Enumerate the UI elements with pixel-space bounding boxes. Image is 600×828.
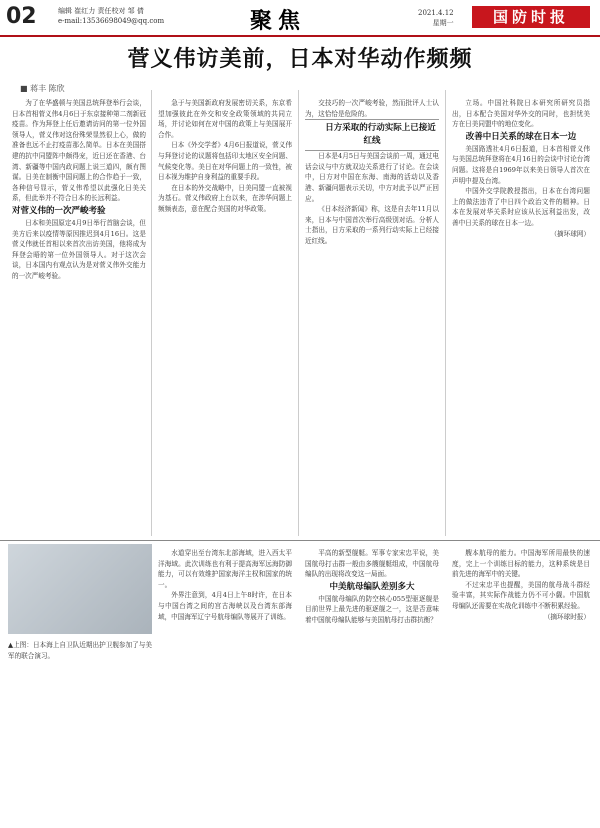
bottom-column-2 (158, 548, 292, 822)
paragraph: 艘本航母的能力。中国海军所用最快的速度，完上一个训练目标的能力，这种系统是目前先进的海军中的关键。 (452, 549, 590, 579)
paragraph: 日本是4月5日与美国会谈前一周，通过电话会议与中方就双边关系进行了讨论。在会谈中，日方对中国在东海、南海的活动以及香港、新疆问题表示关切，中方对此予以严正回应。 (305, 152, 439, 203)
article-headline: 菅义伟访美前，日本对华动作频频 (127, 47, 473, 72)
subheading: 改善中日关系的球在日本一边 (465, 131, 577, 142)
email-line: e-mail:13536698049@qq.com (58, 17, 165, 25)
paragraph: 水道穿出至台湾东北部海域，进入西太平洋海域。此次训练也有利于提高海军远海防御能力，可以有效维护国家海洋主权和国家的统一。 (158, 549, 292, 589)
editor-line: 编辑 崔红力 责任校对 邹 倩 (58, 7, 144, 15)
subheading: 中美航母编队差别多大 (329, 581, 415, 592)
paragraph: 日本和美国原定4月9日举行首脑会谈，但美方后来以疫情等原因推迟到4月16日。这是菅义伟就任首相以来首次出访美国，他将成为拜登会晤的第一位外国领导人。对于这次会谈，日本国内有观点认为是对菅义伟外交能力的一次严峻考验。 (12, 218, 146, 280)
paragraph: 交技巧的一次严峻考验，然而批评人士认为，这恰恰是危险的。 (305, 99, 439, 118)
bottom-column-1 (8, 640, 152, 822)
paragraph: 外界注意到，4月4日上午8时许，在日本与中国台湾之间的宫古海峡以及台湾东部海域，中国海军辽宁号航母编队等展开了训练。 (158, 591, 292, 621)
section-title: 聚焦 (250, 8, 307, 34)
article-byline: ■ 蒋丰 陈欣 (20, 84, 65, 93)
editor-info (58, 6, 164, 26)
bottom-column-4 (452, 548, 590, 822)
column-divider (298, 90, 299, 536)
paragraph: 为了在华盛顿与美国总统拜登举行会谈，日本首相菅义伟4月6日于东京接种第二剂新冠疫苗。作为拜登上任后邀请访问的第一位外国领导人，菅义伟对这份殊荣显然很上心，做的准备也远不止打疫苗那么简单。日本在美国搭建的抗中同盟阵中颇得宠，近日还在香港、台湾、新疆等中国内政问题上说三道四，颇有图谋。日美在制衡中国问题上的合作趋于一致，各种信号显示，菅义伟希望以此强化日美关系，但此举并不符合日本的长远利益。 (12, 99, 146, 203)
section-divider (0, 540, 600, 541)
source-note: （摘环球时报） (543, 612, 590, 621)
date-text: 2021.4.12 (418, 9, 454, 17)
paragraph: 《日本经济新闻》称，这是自去年11月以来，日本与中国首次举行高级别对话。分析人士指出，日方采取的一系列行动实际上已经接近红线。 (305, 205, 439, 245)
newspaper-logo: 国防时报 (472, 6, 590, 28)
article-column-4 (452, 98, 590, 536)
article-column-2 (158, 98, 292, 536)
paragraph: 中国航母编队的防空核心055型驱逐舰是目前世界上最先进的驱逐舰之一，这是否意味着中国航母编队能够与美国航母打击群抗衡？ (305, 594, 439, 624)
photo-caption: ▲上图：日本海上自卫队近期出护卫舰参加了与美军的联合演习。 (8, 641, 152, 660)
subheading: 对菅义伟的一次严峻考验 (12, 205, 106, 216)
subheading: 日方采取的行动实际上已接近红线 (305, 119, 439, 151)
paragraph: 平高的新型舰艇。军事专家宋忠平说，美国航母打击群一般由多艘舰艇组成，中国航母编队的出现将改变这一局面。 (305, 549, 439, 579)
paragraph: 在日本的外交战略中，日美同盟一直被视为基石。菅义伟政府上台以来，在涉华问题上频频表态，意在配合美国的对华政策。 (158, 183, 292, 213)
issue-date (418, 8, 454, 28)
weekday-text: 星期一 (432, 19, 454, 27)
bottom-column-3 (305, 548, 439, 822)
column-divider (445, 90, 446, 536)
source-note: （摘环球网） (550, 229, 590, 238)
header-rule (0, 35, 600, 37)
paragraph: 中国外交学院教授指出，日本在台湾问题上的做法违背了中日四个政治文件的精神。日本在发展对华关系时应该从长远利益出发，改善中日关系的球在日本一边。 (452, 187, 590, 227)
paragraph: 美国路透社4月6日报道，日本首相菅义伟与美国总统拜登将在4月16日的会谈中讨论台湾问题。这将是自1969年以来美日领导人首次在声明中提及台湾。 (452, 144, 590, 185)
paragraph: 急于与美国新政府发展密切关系，东京希望加强彼此在外交和安全政策领域的共同立场，并讨论如何在对中国的政策上与美国展开合作。 (158, 99, 292, 139)
article-column-1 (12, 98, 146, 536)
article-column-3 (305, 98, 439, 536)
paragraph: 不过宋忠平也提醒，美国的航母战斗群经验丰富，其实际作战能力仍不可小觑。中国航母编队还需要在实战化训练中不断积累经验。 (452, 580, 590, 610)
page-header (0, 0, 600, 38)
paragraph: 日本《外交学者》4月6日报道说，菅义伟与拜登讨论的议题将包括印太地区安全问题、气候变化等。美日在对华问题上的一致性，被日本视为维护自身利益的重要手段。 (158, 141, 292, 182)
paragraph: 立场。中国社科院日本研究所研究员指出，日本配合美国对华外交的同时，也担忧美方在日美同盟中的地位变化。 (452, 99, 590, 129)
page-number: 02 (6, 4, 37, 29)
column-divider (151, 90, 152, 536)
news-photo (8, 544, 152, 634)
